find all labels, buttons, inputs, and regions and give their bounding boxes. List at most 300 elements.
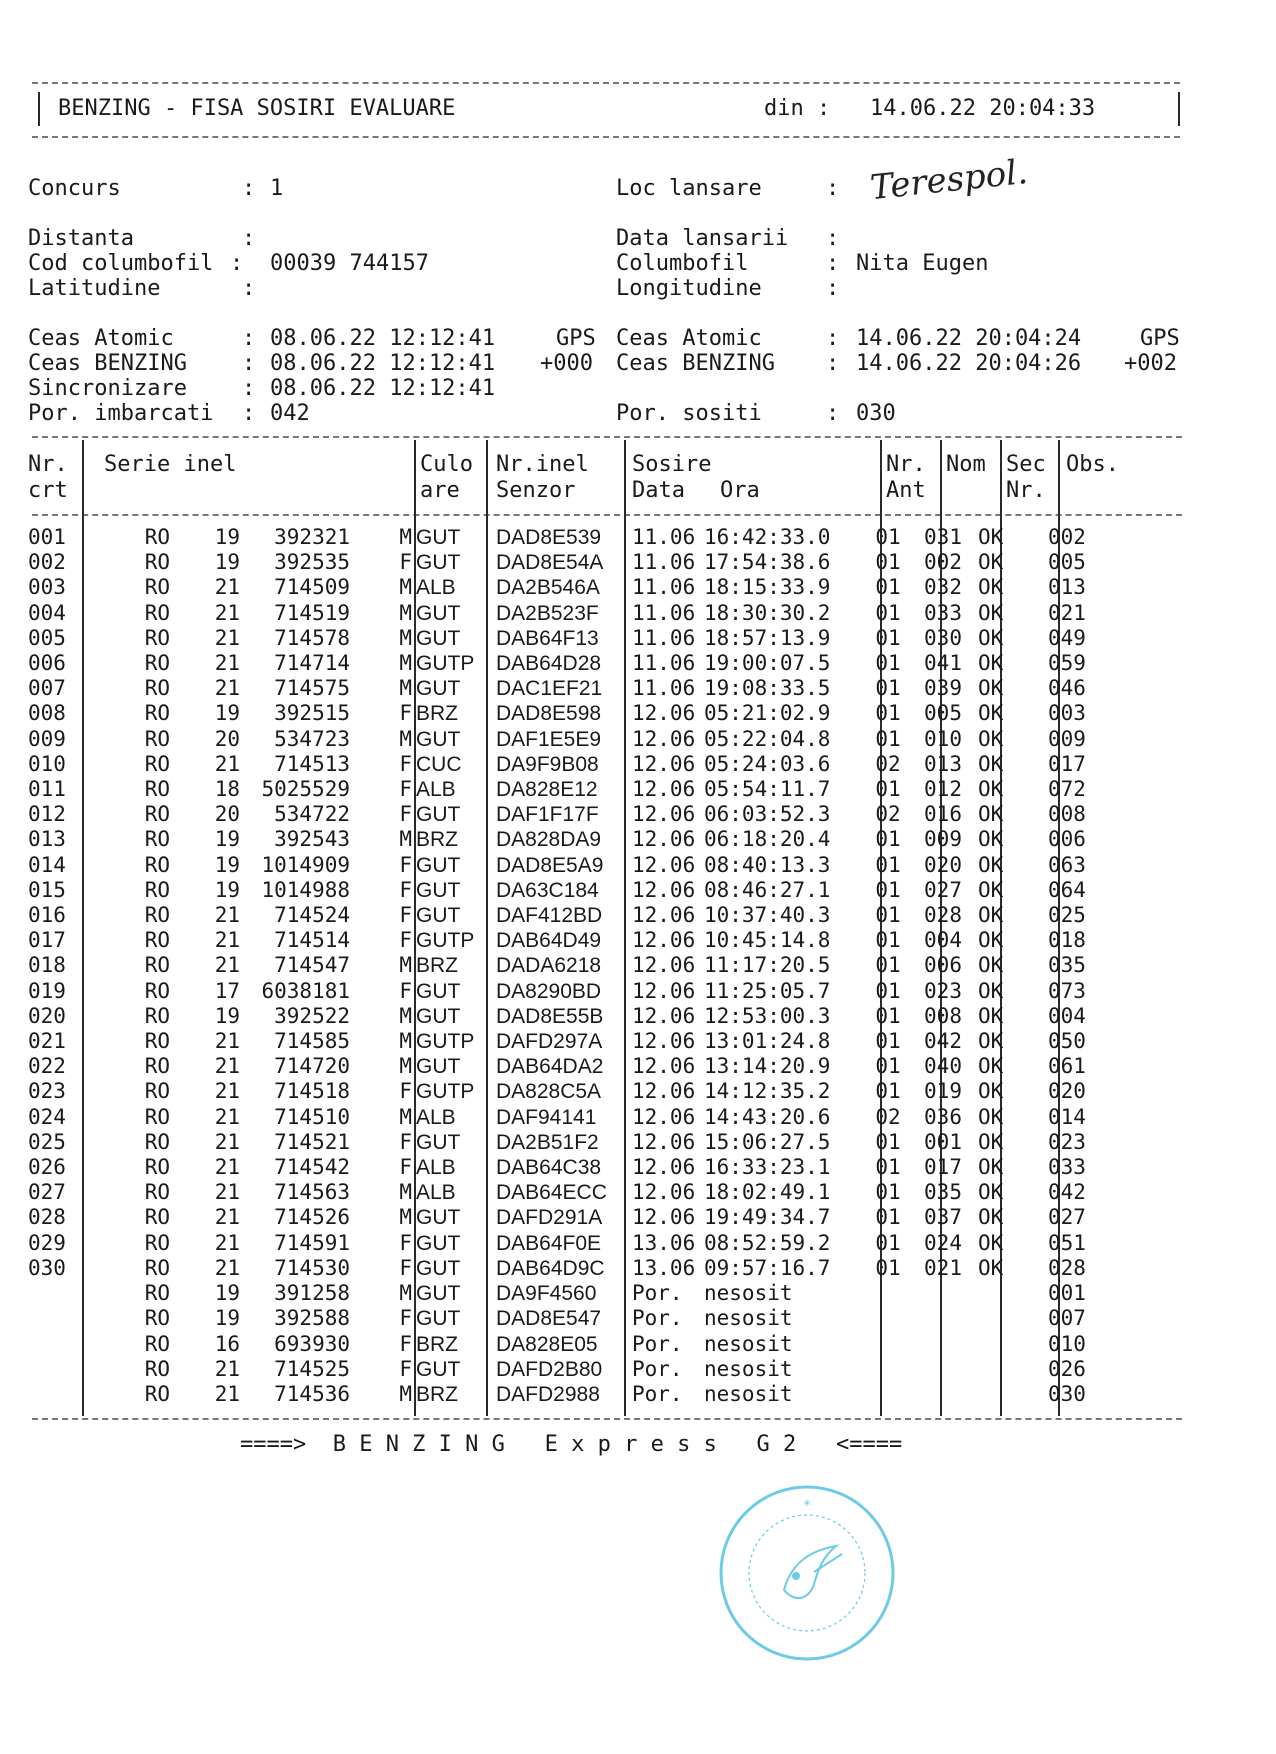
row-date: 12.06 (632, 751, 696, 776)
row-antenna: 01 (875, 827, 901, 852)
col-sec-1: Sec (1006, 452, 1046, 477)
row-sensor: DAB64ECC (496, 1181, 607, 1205)
row-color: GUT (416, 1206, 461, 1230)
row-sex: F (399, 852, 412, 877)
row-ring-number: 392588 (274, 1306, 350, 1331)
row-sex: M (399, 1205, 412, 1230)
row-time: 05:54:11.7 (704, 777, 831, 802)
row-color: BRZ (416, 702, 458, 726)
row-country: RO (144, 701, 170, 726)
row-sensor: DA828DA9 (496, 828, 602, 852)
ceas-atomic-left: 08.06.22 12:12:41 (270, 326, 496, 351)
row-year: 19 (214, 852, 240, 877)
row-antenna (862, 1306, 914, 1331)
row-obs: 020 (1048, 1079, 1086, 1104)
loc-value-handwritten: Terespol. (868, 151, 1030, 209)
row-ring-number: 392543 (274, 827, 350, 852)
row-country: RO (144, 1129, 170, 1154)
concurs-value: 1 (270, 176, 284, 201)
row-sex: M (399, 827, 412, 852)
row-date: 12.06 (632, 1155, 696, 1180)
row-obs: 035 (1048, 953, 1086, 978)
row-sex: F (399, 877, 412, 902)
row-date: 11.06 (632, 676, 696, 701)
col-sosire-ora: Ora (720, 478, 760, 503)
row-antenna: 01 (875, 676, 901, 701)
row-time: 08:46:27.1 (704, 877, 831, 902)
row-sensor: DA2B546A (496, 576, 600, 600)
row-sex: F (399, 903, 412, 928)
row-antenna: 02 (875, 802, 901, 827)
row-ring-number: 391258 (274, 1281, 350, 1306)
table-row (28, 1054, 1128, 1079)
row-antenna: 01 (875, 928, 901, 953)
row-ring-number: 392522 (274, 1003, 350, 1028)
row-date: Por. (632, 1331, 683, 1356)
table-row (28, 1231, 1128, 1256)
row-year: 19 (214, 877, 240, 902)
document-title: BENZING - FISA SOSIRI EVALUARE (58, 96, 456, 121)
row-antenna: 01 (875, 777, 901, 802)
row-year: 21 (214, 1381, 240, 1406)
row-obs: 004 (1048, 1003, 1086, 1028)
row-sex: F (399, 777, 412, 802)
row-time: 06:18:20.4 (704, 827, 831, 852)
row-sex: M (399, 651, 412, 676)
row-nom: 020 (924, 852, 962, 877)
sincronizare-label: Sincronizare (28, 376, 187, 401)
row-sex: F (399, 1155, 412, 1180)
row-nr: 007 (28, 676, 66, 701)
row-year: 19 (214, 1003, 240, 1028)
row-nom: 023 (924, 978, 962, 1003)
colon: : (826, 251, 840, 276)
col-nr-2: crt (28, 478, 68, 503)
row-time: 18:02:49.1 (704, 1180, 831, 1205)
ceas-benzing-left-tag: +000 (540, 351, 593, 376)
row-nr: 003 (28, 575, 66, 600)
row-year: 19 (214, 827, 240, 852)
ceas-benzing-right-label: Ceas BENZING (616, 351, 775, 376)
row-year: 21 (214, 1054, 240, 1079)
row-obs: 021 (1048, 600, 1086, 625)
row-time: nesosit (704, 1381, 793, 1406)
row-obs: 006 (1048, 827, 1086, 852)
header-datetime: 14.06.22 20:04:33 (870, 96, 1096, 121)
row-color: BRZ (416, 1332, 458, 1356)
row-ring-number: 714525 (274, 1356, 350, 1381)
row-date: 12.06 (632, 1104, 696, 1129)
row-time: 16:42:33.0 (704, 525, 831, 549)
row-nom: 040 (924, 1054, 962, 1079)
row-date: 12.06 (632, 1029, 696, 1054)
row-sec: OK (978, 1255, 1004, 1280)
row-antenna: 01 (875, 550, 901, 575)
columbofil-label: Columbofil (616, 251, 749, 276)
colon: : (242, 326, 256, 351)
row-sex: F (399, 802, 412, 827)
row-sensor: DAF1F17F (496, 803, 599, 827)
row-ring-number: 714591 (274, 1230, 350, 1255)
row-color: GUTP (416, 1030, 475, 1054)
row-antenna: 01 (875, 1003, 901, 1028)
row-sec: OK (978, 1079, 1004, 1104)
row-country: RO (144, 1155, 170, 1180)
row-nom: 005 (924, 701, 962, 726)
row-ring-number: 714585 (274, 1029, 350, 1054)
row-year: 19 (214, 1281, 240, 1306)
row-sensor: DAD8E54A (496, 551, 604, 575)
row-date: 11.06 (632, 600, 696, 625)
row-ring-number: 714530 (274, 1255, 350, 1280)
row-obs: 013 (1048, 575, 1086, 600)
row-year: 21 (214, 1079, 240, 1104)
table-row (28, 651, 1128, 676)
row-sec: OK (978, 953, 1004, 978)
row-obs: 002 (1048, 525, 1086, 549)
row-antenna: 01 (875, 1029, 901, 1054)
row-country: RO (144, 726, 170, 751)
row-sec: OK (978, 676, 1004, 701)
row-nr: 015 (28, 877, 66, 902)
row-sec: OK (978, 1054, 1004, 1079)
table-row (28, 1332, 1128, 1357)
row-nom: 002 (924, 550, 962, 575)
row-obs: 010 (1048, 1331, 1086, 1356)
row-color: ALB (416, 1181, 456, 1205)
table-row (28, 827, 1128, 852)
colon: : (242, 226, 256, 251)
row-sec: OK (978, 1230, 1004, 1255)
row-time: 14:43:20.6 (704, 1104, 831, 1129)
row-nr: 006 (28, 651, 66, 676)
row-obs: 064 (1048, 877, 1086, 902)
row-sex: F (399, 1079, 412, 1104)
row-nom (914, 1357, 972, 1382)
row-country: RO (144, 1180, 170, 1205)
row-time: 19:49:34.7 (704, 1205, 831, 1230)
row-sex: F (399, 550, 412, 575)
ceas-atomic-left-tag: GPS (556, 326, 596, 351)
row-country: RO (144, 1230, 170, 1255)
sositi-value: 030 (856, 401, 896, 426)
row-year: 19 (214, 701, 240, 726)
row-year: 19 (214, 1306, 240, 1331)
imbarcati-label: Por. imbarcati (28, 401, 214, 426)
ceas-benzing-right-tag: +002 (1124, 351, 1177, 376)
row-date: 12.06 (632, 1180, 696, 1205)
col-sec-2: Nr. (1006, 478, 1046, 503)
row-time: 18:15:33.9 (704, 575, 831, 600)
row-sensor: DA8290BD (496, 979, 602, 1003)
row-ring-number: 714519 (274, 600, 350, 625)
row-antenna: 01 (875, 701, 901, 726)
table-row (28, 1205, 1128, 1230)
row-nom: 010 (924, 726, 962, 751)
row-obs: 059 (1048, 651, 1086, 676)
row-time: 09:57:16.7 (704, 1255, 831, 1280)
header-top-rule (32, 82, 1180, 84)
row-ring-number: 392515 (274, 701, 350, 726)
row-sec (972, 1382, 1038, 1407)
row-antenna: 01 (875, 726, 901, 751)
row-year: 16 (214, 1331, 240, 1356)
row-date: 11.06 (632, 651, 696, 676)
row-sex: M (399, 1381, 412, 1406)
row-antenna: 01 (875, 600, 901, 625)
row-nr: 011 (28, 777, 66, 802)
row-antenna: 01 (875, 1180, 901, 1205)
row-country: RO (144, 1255, 170, 1280)
sincronizare-value: 08.06.22 12:12:41 (270, 376, 496, 401)
row-year: 21 (214, 1104, 240, 1129)
row-time: 11:17:20.5 (704, 953, 831, 978)
row-sex: M (399, 1054, 412, 1079)
row-color: GUT (416, 601, 461, 625)
row-color: BRZ (416, 828, 458, 852)
row-year: 21 (214, 1029, 240, 1054)
table-row (28, 1382, 1128, 1407)
row-sex: F (399, 1255, 412, 1280)
row-sex: M (399, 625, 412, 650)
col-culo-1: Culo (420, 452, 473, 477)
table-row (28, 1004, 1128, 1029)
row-time: 14:12:35.2 (704, 1079, 831, 1104)
row-country: RO (144, 651, 170, 676)
row-ring-number: 714720 (274, 1054, 350, 1079)
row-nom (914, 1306, 972, 1331)
row-nr: 017 (28, 928, 66, 953)
row-time: nesosit (704, 1356, 793, 1381)
table-row (28, 1105, 1128, 1130)
row-color: GUT (416, 1004, 461, 1028)
row-sensor: DAD8E547 (496, 1307, 602, 1331)
row-color: GUT (416, 853, 461, 877)
table-row (28, 1029, 1128, 1054)
col-sosire-data: Data (632, 478, 685, 503)
row-nom: 041 (924, 651, 962, 676)
row-sensor: DA2B51F2 (496, 1130, 599, 1154)
loc-label: Loc lansare (616, 176, 762, 201)
row-sex: M (399, 525, 412, 549)
row-obs: 009 (1048, 726, 1086, 751)
header-left-border (38, 92, 40, 126)
col-sosire-1: Sosire (632, 452, 712, 477)
row-year: 21 (214, 751, 240, 776)
row-color: GUT (416, 904, 461, 928)
row-year: 21 (214, 1180, 240, 1205)
row-sec: OK (978, 726, 1004, 751)
row-date: 12.06 (632, 877, 696, 902)
table-row (28, 575, 1128, 600)
row-color: GUT (416, 551, 461, 575)
col-nrinel-1: Nr.inel (496, 452, 589, 477)
row-sensor: DAFD2988 (496, 1382, 600, 1406)
row-year: 17 (214, 978, 240, 1003)
row-sec: OK (978, 852, 1004, 877)
row-ring-number: 714514 (274, 928, 350, 953)
row-date: 12.06 (632, 852, 696, 877)
sositi-label: Por. sositi (616, 401, 762, 426)
row-time: 13:01:24.8 (704, 1029, 831, 1054)
row-sec: OK (978, 525, 1004, 549)
row-nr: 030 (28, 1255, 66, 1280)
row-sec: OK (978, 777, 1004, 802)
row-sec: OK (978, 1205, 1004, 1230)
table-row (28, 928, 1128, 953)
row-color: ALB (416, 1156, 456, 1180)
ceas-benzing-left: 08.06.22 12:12:41 (270, 351, 496, 376)
row-color: GUT (416, 727, 461, 751)
col-serie: Serie inel (104, 452, 237, 477)
row-ring-number: 1014988 (261, 877, 350, 902)
row-antenna: 01 (875, 1205, 901, 1230)
row-sex: M (399, 726, 412, 751)
row-date: 12.06 (632, 726, 696, 751)
row-color: GUT (416, 1055, 461, 1079)
row-nom: 036 (924, 1104, 962, 1129)
row-date: Por. (632, 1381, 683, 1406)
row-date: 12.06 (632, 1079, 696, 1104)
row-nr: 014 (28, 852, 66, 877)
row-ring-number: 714521 (274, 1129, 350, 1154)
row-country: RO (144, 1029, 170, 1054)
table-row (28, 903, 1128, 928)
row-country: RO (144, 1331, 170, 1356)
row-sex: F (399, 701, 412, 726)
row-country: RO (144, 600, 170, 625)
row-obs: 042 (1048, 1180, 1086, 1205)
row-year: 20 (214, 802, 240, 827)
row-sex: M (399, 676, 412, 701)
footer-banner: ====> B E N Z I N G E x p r e s s G 2 <==== (240, 1432, 903, 1457)
col-ant-1: Nr. (886, 452, 926, 477)
col-nom-1: Nom (946, 452, 986, 477)
row-antenna (862, 1332, 914, 1357)
row-nom: 017 (924, 1155, 962, 1180)
table-row (28, 727, 1128, 752)
row-color: GUT (416, 1307, 461, 1331)
row-sec: OK (978, 1155, 1004, 1180)
row-year: 18 (214, 777, 240, 802)
row-nom: 042 (924, 1029, 962, 1054)
row-sensor: DAB64F0E (496, 1231, 602, 1255)
row-country: RO (144, 625, 170, 650)
row-nom: 027 (924, 877, 962, 902)
row-sec: OK (978, 600, 1004, 625)
row-sensor: DAB64C38 (496, 1156, 602, 1180)
row-country: RO (144, 1205, 170, 1230)
row-date: 12.06 (632, 1003, 696, 1028)
row-obs: 033 (1048, 1155, 1086, 1180)
row-sec: OK (978, 827, 1004, 852)
row-ring-number: 714510 (274, 1104, 350, 1129)
row-nr: 018 (28, 953, 66, 978)
row-ring-number: 714542 (274, 1155, 350, 1180)
row-obs: 030 (1048, 1381, 1086, 1406)
row-nr: 022 (28, 1054, 66, 1079)
row-color: GUT (416, 979, 461, 1003)
row-ring-number: 714547 (274, 953, 350, 978)
colon: : (242, 351, 256, 376)
row-sensor: DAC1EF21 (496, 677, 603, 701)
row-obs: 061 (1048, 1054, 1086, 1079)
row-nom: 016 (924, 802, 962, 827)
row-sec: OK (978, 1029, 1004, 1054)
row-time: 12:53:00.3 (704, 1003, 831, 1028)
row-nr: 005 (28, 625, 66, 650)
row-year: 21 (214, 953, 240, 978)
row-nr: 024 (28, 1104, 66, 1129)
ceas-benzing-label: Ceas BENZING (28, 351, 187, 376)
row-sex: M (399, 1003, 412, 1028)
col-culo-2: are (420, 478, 460, 503)
row-ring-number: 5025529 (261, 777, 350, 802)
row-sensor: DAB64F13 (496, 626, 599, 650)
row-sec: OK (978, 1003, 1004, 1028)
row-sec: OK (978, 1129, 1004, 1154)
row-color: GUT (416, 526, 461, 549)
row-antenna: 01 (875, 651, 901, 676)
row-color: GUT (416, 677, 461, 701)
row-nr: 025 (28, 1129, 66, 1154)
row-time: 18:30:30.2 (704, 600, 831, 625)
row-time: 19:08:33.5 (704, 676, 831, 701)
arrivals-table (28, 525, 1128, 1407)
arrivals-table-body (28, 525, 1128, 1407)
row-antenna: 01 (875, 1255, 901, 1280)
row-nom: 004 (924, 928, 962, 953)
row-sensor: DAD8E55B (496, 1004, 604, 1028)
row-nr: 019 (28, 978, 66, 1003)
row-year: 21 (214, 1155, 240, 1180)
row-date: Por. (632, 1306, 683, 1331)
row-obs: 027 (1048, 1205, 1086, 1230)
row-time: 13:14:20.9 (704, 1054, 831, 1079)
row-sensor: DAFD291A (496, 1206, 603, 1230)
colon: : (826, 401, 840, 426)
cod-value: 00039 744157 (270, 251, 429, 276)
row-date: 11.06 (632, 525, 696, 549)
row-obs: 051 (1048, 1230, 1086, 1255)
row-color: BRZ (416, 954, 458, 978)
row-antenna: 02 (875, 1104, 901, 1129)
header-bottom-rule (32, 136, 1180, 138)
row-time: nesosit (704, 1331, 793, 1356)
row-sex: F (399, 1356, 412, 1381)
row-nom (914, 1382, 972, 1407)
row-obs: 046 (1048, 676, 1086, 701)
row-sec: OK (978, 802, 1004, 827)
row-time: 05:22:04.8 (704, 726, 831, 751)
row-sex: M (399, 1104, 412, 1129)
table-row (28, 1155, 1128, 1180)
row-color: GUT (416, 1256, 461, 1280)
row-nom: 039 (924, 676, 962, 701)
row-date: 12.06 (632, 1129, 696, 1154)
table-row (28, 802, 1128, 827)
colon: : (826, 176, 840, 201)
row-country: RO (144, 802, 170, 827)
row-year: 21 (214, 1129, 240, 1154)
row-time: nesosit (704, 1281, 793, 1306)
row-time: 11:25:05.7 (704, 978, 831, 1003)
row-date: 12.06 (632, 903, 696, 928)
row-country: RO (144, 1281, 170, 1306)
row-time: 05:24:03.6 (704, 751, 831, 776)
col-ant-2: Ant (886, 478, 926, 503)
row-year: 21 (214, 928, 240, 953)
